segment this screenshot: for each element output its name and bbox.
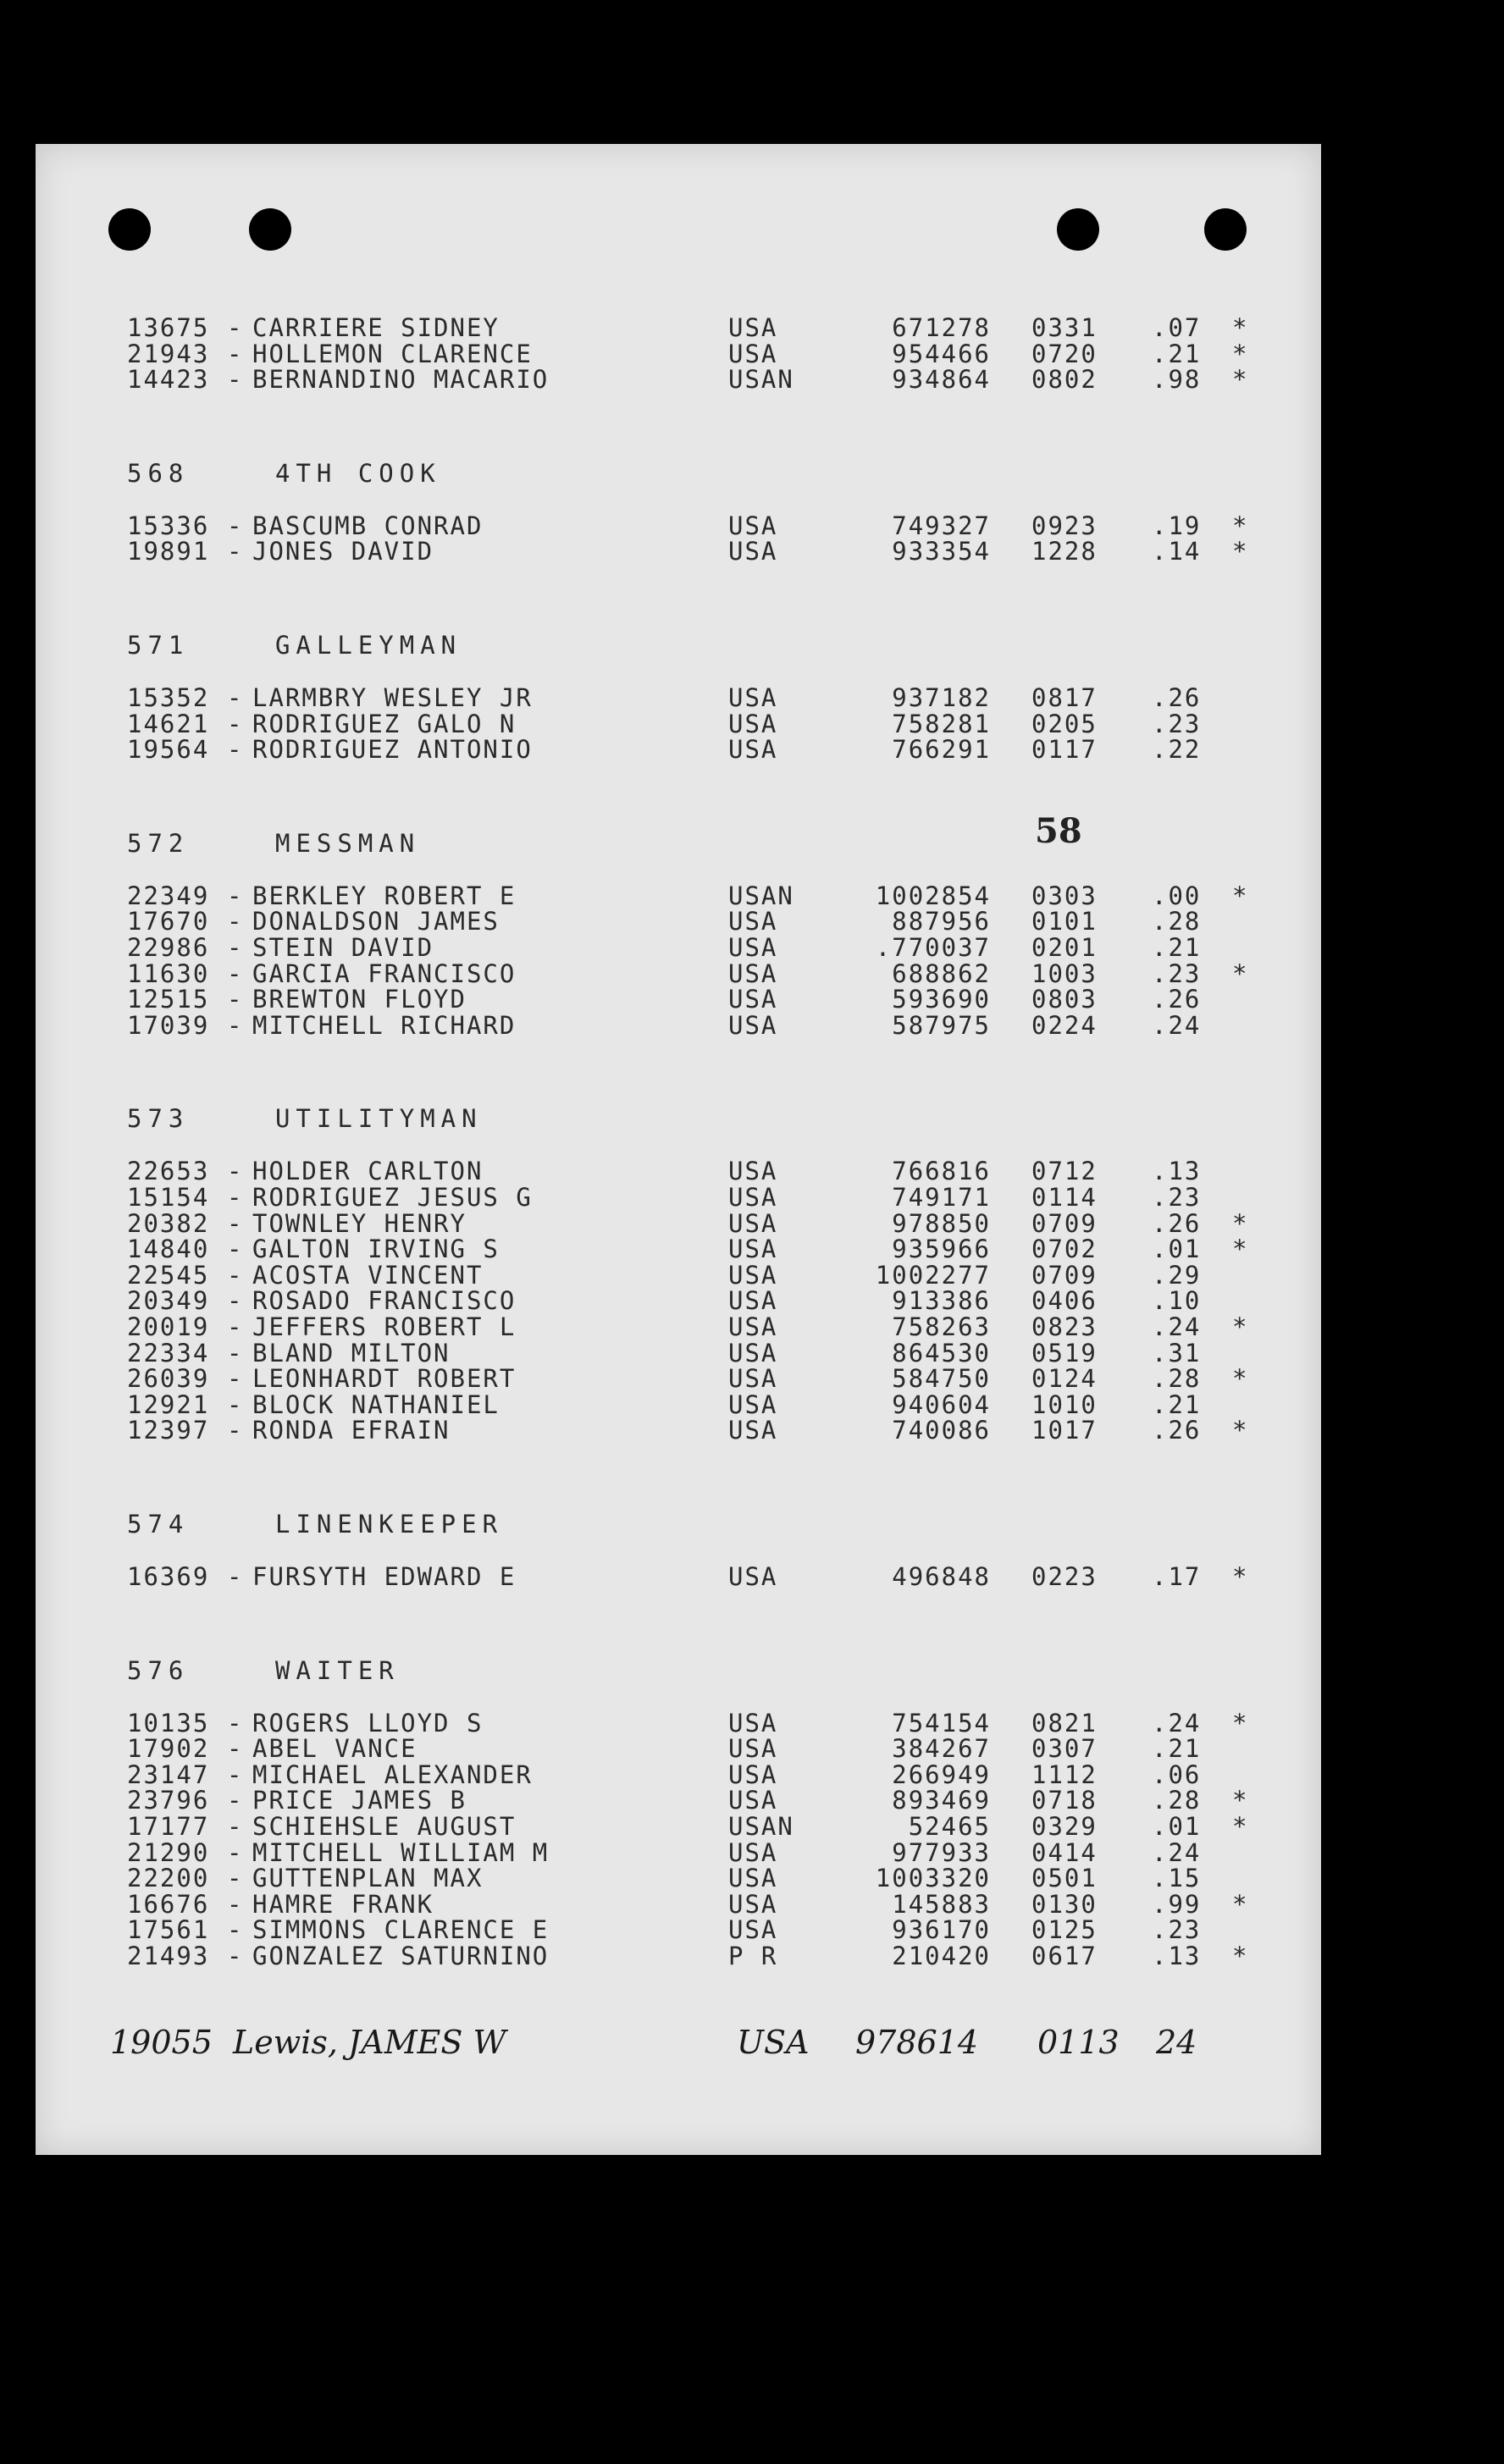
crew-id: 17039 <box>127 1010 210 1040</box>
crew-code: 0224 <box>1031 1010 1098 1040</box>
crew-code: 0617 <box>1031 1942 1098 1970</box>
crew-number: 384267 <box>892 1734 991 1764</box>
crew-rate: .15 <box>1152 1864 1202 1893</box>
crew-name: GUTTENPLAN MAX <box>252 1864 484 1893</box>
crew-nationality: USA <box>728 959 778 988</box>
crew-nationality: USA <box>728 1208 778 1238</box>
crew-code: 0817 <box>1031 683 1098 712</box>
crew-rate: .23 <box>1152 1183 1202 1212</box>
crew-nationality: USAN <box>728 1812 794 1841</box>
crew-id: 20349 <box>127 1286 210 1316</box>
crew-number: 766291 <box>892 735 991 765</box>
crew-code: 0114 <box>1031 1183 1098 1212</box>
crew-nationality: USA <box>728 1312 778 1341</box>
crew-number: 887956 <box>892 907 991 936</box>
crew-id: 20019 <box>127 1312 210 1341</box>
crew-name: RODRIGUEZ ANTONIO <box>252 735 533 765</box>
crew-id: 12515 <box>127 985 210 1014</box>
crew-rate: .19 <box>1152 511 1202 540</box>
crew-nationality: USA <box>728 1915 778 1945</box>
crew-number: 936170 <box>892 1915 991 1945</box>
crew-rate: .01 <box>1152 1235 1202 1264</box>
crew-number: 954466 <box>892 339 991 368</box>
crew-nationality: USA <box>728 1562 778 1591</box>
crew-id: 19564 <box>127 735 210 765</box>
crew-name: LARMBRY WESLEY JR <box>252 683 533 712</box>
section-number: 573 <box>127 1104 190 1134</box>
crew-id: 14423 <box>127 365 210 395</box>
crew-code: 0802 <box>1031 365 1098 395</box>
crew-name: MITCHELL WILLIAM M <box>252 1837 550 1867</box>
crew-code: 0331 <box>1031 313 1098 342</box>
crew-code: 0519 <box>1031 1338 1098 1367</box>
crew-id: 22334 <box>127 1338 210 1367</box>
crew-id: 13675 <box>127 313 210 342</box>
crew-rate: .22 <box>1152 735 1202 765</box>
crew-id: 11630 <box>127 959 210 988</box>
crew-id: 14840 <box>127 1235 210 1264</box>
id-separator: - <box>227 1416 244 1445</box>
id-separator: - <box>227 709 244 738</box>
punch-hole <box>1204 208 1247 251</box>
crew-code: 1228 <box>1031 537 1098 566</box>
section-title: GALLEYMAN <box>275 631 462 660</box>
punch-hole <box>108 208 151 251</box>
crew-rate: .98 <box>1152 365 1202 395</box>
crew-nationality: USA <box>728 339 778 368</box>
crew-mark: * <box>1232 1208 1249 1238</box>
crew-name: BERNANDINO MACARIO <box>252 365 550 395</box>
crew-id: 16676 <box>127 1889 210 1919</box>
crew-number: 671278 <box>892 313 991 342</box>
crew-name: TOWNLEY HENRY <box>252 1208 467 1238</box>
section-number: 572 <box>127 828 190 858</box>
crew-code: 1017 <box>1031 1416 1098 1445</box>
crew-name: MITCHELL RICHARD <box>252 1010 517 1040</box>
crew-mark: * <box>1232 511 1249 540</box>
crew-code: 0329 <box>1031 1812 1098 1841</box>
crew-number: 766816 <box>892 1157 991 1186</box>
crew-nationality: USA <box>728 511 778 540</box>
crew-name: GALTON IRVING S <box>252 1235 500 1264</box>
id-separator: - <box>227 1786 244 1815</box>
id-separator: - <box>227 1562 244 1591</box>
crew-number: 1002277 <box>875 1260 991 1290</box>
crew-code: 1010 <box>1031 1389 1098 1419</box>
crew-rate: .26 <box>1152 683 1202 712</box>
crew-nationality: USA <box>728 907 778 936</box>
crew-code: 0923 <box>1031 511 1098 540</box>
id-separator: - <box>227 881 244 910</box>
crew-rate: .31 <box>1152 1338 1202 1367</box>
crew-number: 864530 <box>892 1338 991 1367</box>
crew-number: 1003320 <box>875 1864 991 1893</box>
crew-number: 266949 <box>892 1760 991 1789</box>
crew-code: 0117 <box>1031 735 1098 765</box>
crew-rate: .29 <box>1152 1260 1202 1290</box>
crew-code: 0414 <box>1031 1837 1098 1867</box>
crew-nationality: USA <box>728 1760 778 1789</box>
id-separator: - <box>227 1208 244 1238</box>
id-separator: - <box>227 1260 244 1290</box>
punch-hole <box>249 208 291 251</box>
crew-id: 15154 <box>127 1183 210 1212</box>
crew-nationality: USA <box>728 1734 778 1764</box>
crew-rate: .24 <box>1152 1010 1202 1040</box>
crew-name: BREWTON FLOYD <box>252 985 467 1014</box>
crew-number: 740086 <box>892 1416 991 1445</box>
crew-name: HAMRE FRANK <box>252 1889 434 1919</box>
crew-id: 17177 <box>127 1812 210 1841</box>
crew-code: 1112 <box>1031 1760 1098 1789</box>
crew-code: 0406 <box>1031 1286 1098 1316</box>
crew-code: 0823 <box>1031 1312 1098 1341</box>
crew-name: CARRIERE SIDNEY <box>252 313 500 342</box>
crew-nationality: USA <box>728 933 778 962</box>
id-separator: - <box>227 313 244 342</box>
crew-rate: .26 <box>1152 1416 1202 1445</box>
id-separator: - <box>227 1734 244 1764</box>
id-separator: - <box>227 1837 244 1867</box>
crew-code: 0130 <box>1031 1889 1098 1919</box>
id-separator: - <box>227 683 244 712</box>
crew-id: 23796 <box>127 1786 210 1815</box>
crew-mark: * <box>1232 1812 1249 1841</box>
section-title: WAITER <box>275 1655 400 1685</box>
crew-rate: .24 <box>1152 1708 1202 1738</box>
crew-number: 758263 <box>892 1312 991 1341</box>
crew-nationality: USA <box>728 1416 778 1445</box>
crew-nationality: USAN <box>728 365 794 395</box>
crew-mark: * <box>1232 537 1249 566</box>
crew-code: 0124 <box>1031 1364 1098 1394</box>
crew-code: 0223 <box>1031 1562 1098 1591</box>
crew-name: JONES DAVID <box>252 537 434 566</box>
crew-code: 0125 <box>1031 1915 1098 1945</box>
crew-nationality: USA <box>728 1389 778 1419</box>
id-separator: - <box>227 1864 244 1893</box>
section-title: LINENKEEPER <box>275 1510 504 1539</box>
crew-nationality: USA <box>728 735 778 765</box>
crew-number: 978850 <box>892 1208 991 1238</box>
id-separator: - <box>227 1157 244 1186</box>
id-separator: - <box>227 1389 244 1419</box>
crew-mark: * <box>1232 1416 1249 1445</box>
crew-name: FURSYTH EDWARD E <box>252 1562 517 1591</box>
crew-number: 758281 <box>892 709 991 738</box>
crew-number: 749327 <box>892 511 991 540</box>
crew-number: 893469 <box>892 1786 991 1815</box>
crew-name: BASCUMB CONRAD <box>252 511 484 540</box>
crew-id: 22653 <box>127 1157 210 1186</box>
crew-name: BERKLEY ROBERT E <box>252 881 517 910</box>
crew-code: 0702 <box>1031 1235 1098 1264</box>
crew-rate: .06 <box>1152 1760 1202 1789</box>
id-separator: - <box>227 1812 244 1841</box>
crew-number: 934864 <box>892 365 991 395</box>
crew-id: 12397 <box>127 1416 210 1445</box>
crew-mark: * <box>1232 313 1249 342</box>
crew-rate: .14 <box>1152 537 1202 566</box>
crew-name: ABEL VANCE <box>252 1734 417 1764</box>
crew-rate: .07 <box>1152 313 1202 342</box>
handwritten-name: Lewis, JAMES W <box>233 2024 506 2061</box>
crew-code: 0709 <box>1031 1260 1098 1290</box>
id-separator: - <box>227 735 244 765</box>
crew-nationality: USA <box>728 1708 778 1738</box>
crew-rate: .10 <box>1152 1286 1202 1316</box>
crew-rate: .17 <box>1152 1562 1202 1591</box>
crew-nationality: USA <box>728 1364 778 1394</box>
crew-rate: .21 <box>1152 339 1202 368</box>
crew-mark: * <box>1232 1942 1249 1970</box>
crew-name: BLOCK NATHANIEL <box>252 1389 500 1419</box>
section-number: 571 <box>127 631 190 660</box>
crew-name: HOLLEMON CLARENCE <box>252 339 533 368</box>
crew-nationality: USA <box>728 537 778 566</box>
crew-rate: .13 <box>1152 1942 1202 1970</box>
crew-mark: * <box>1232 339 1249 368</box>
crew-rate: .24 <box>1152 1837 1202 1867</box>
crew-rate: .01 <box>1152 1812 1202 1841</box>
crew-name: RODRIGUEZ GALO N <box>252 709 517 738</box>
section-title: 4TH COOK <box>275 458 441 488</box>
crew-id: 22349 <box>127 881 210 910</box>
id-separator: - <box>227 339 244 368</box>
crew-number: 754154 <box>892 1708 991 1738</box>
crew-mark: * <box>1232 1562 1249 1591</box>
crew-code: 0718 <box>1031 1786 1098 1815</box>
crew-mark: * <box>1232 1312 1249 1341</box>
section-number: 574 <box>127 1510 190 1539</box>
crew-name: DONALDSON JAMES <box>252 907 500 936</box>
crew-id: 16369 <box>127 1562 210 1591</box>
crew-rate: .26 <box>1152 1208 1202 1238</box>
crew-code: 0205 <box>1031 709 1098 738</box>
id-separator: - <box>227 933 244 962</box>
crew-nationality: USA <box>728 1235 778 1264</box>
id-separator: - <box>227 1338 244 1367</box>
handwritten-code: 0113 <box>1037 2024 1120 2061</box>
crew-id: 21943 <box>127 339 210 368</box>
crew-name: PRICE JAMES B <box>252 1786 467 1815</box>
crew-nationality: P R <box>728 1942 778 1970</box>
crew-mark: * <box>1232 365 1249 395</box>
crew-name: RONDA EFRAIN <box>252 1416 451 1445</box>
crew-mark: * <box>1232 1708 1249 1738</box>
crew-nationality: USA <box>728 1157 778 1186</box>
crew-id: 22200 <box>127 1864 210 1893</box>
crew-id: 15352 <box>127 683 210 712</box>
crew-name: RODRIGUEZ JESUS G <box>252 1183 533 1212</box>
crew-mark: * <box>1232 881 1249 910</box>
crew-nationality: USA <box>728 985 778 1014</box>
crew-rate: .23 <box>1152 959 1202 988</box>
crew-id: 19891 <box>127 537 210 566</box>
crew-rate: .24 <box>1152 1312 1202 1341</box>
crew-code: 0803 <box>1031 985 1098 1014</box>
handwritten-number: 978614 <box>855 2024 979 2061</box>
crew-number: 977933 <box>892 1837 991 1867</box>
crew-nationality: USA <box>728 683 778 712</box>
crew-nationality: USAN <box>728 881 794 910</box>
crew-number: 937182 <box>892 683 991 712</box>
handwritten-entry <box>110 2024 1211 2075</box>
id-separator: - <box>227 1889 244 1919</box>
id-separator: - <box>227 1760 244 1789</box>
crew-number: 587975 <box>892 1010 991 1040</box>
crew-name: HOLDER CARLTON <box>252 1157 484 1186</box>
crew-nationality: USA <box>728 1183 778 1212</box>
crew-code: 0303 <box>1031 881 1098 910</box>
crew-rate: .21 <box>1152 1734 1202 1764</box>
crew-name: STEIN DAVID <box>252 933 434 962</box>
crew-name: SIMMONS CLARENCE E <box>252 1915 550 1945</box>
section-number: 568 <box>127 458 190 488</box>
handwritten-nationality: USA <box>737 2024 810 2061</box>
crew-nationality: USA <box>728 1889 778 1919</box>
id-separator: - <box>227 537 244 566</box>
crew-rate: .28 <box>1152 907 1202 936</box>
crew-mark: * <box>1232 1235 1249 1264</box>
crew-nationality: USA <box>728 1338 778 1367</box>
crew-rate: .99 <box>1152 1889 1202 1919</box>
crew-id: 10135 <box>127 1708 210 1738</box>
crew-rate: .13 <box>1152 1157 1202 1186</box>
crew-code: 0101 <box>1031 907 1098 936</box>
crew-id: 23147 <box>127 1760 210 1789</box>
crew-number: 933354 <box>892 537 991 566</box>
crew-id: 22545 <box>127 1260 210 1290</box>
id-separator: - <box>227 907 244 936</box>
crew-name: ACOSTA VINCENT <box>252 1260 484 1290</box>
crew-rate: .23 <box>1152 1915 1202 1945</box>
crew-name: BLAND MILTON <box>252 1338 451 1367</box>
crew-mark: * <box>1232 959 1249 988</box>
crew-number: .770037 <box>875 933 991 962</box>
crew-name: GARCIA FRANCISCO <box>252 959 517 988</box>
crew-name: ROGERS LLOYD S <box>252 1708 484 1738</box>
crew-nationality: USA <box>728 313 778 342</box>
id-separator: - <box>227 511 244 540</box>
crew-rate: .21 <box>1152 933 1202 962</box>
id-separator: - <box>227 985 244 1014</box>
id-separator: - <box>227 1708 244 1738</box>
id-separator: - <box>227 1312 244 1341</box>
id-separator: - <box>227 1010 244 1040</box>
crew-rate: .28 <box>1152 1364 1202 1394</box>
crew-code: 0307 <box>1031 1734 1098 1764</box>
crew-id: 17670 <box>127 907 210 936</box>
handwritten-rate: 24 <box>1156 2024 1197 2061</box>
crew-number: 145883 <box>892 1889 991 1919</box>
crew-id: 17561 <box>127 1915 210 1945</box>
crew-code: 0712 <box>1031 1157 1098 1186</box>
crew-name: LEONHARDT ROBERT <box>252 1364 517 1394</box>
crew-id: 15336 <box>127 511 210 540</box>
crew-name: MICHAEL ALEXANDER <box>252 1760 533 1789</box>
crew-nationality: USA <box>728 709 778 738</box>
handwritten-id: 19055 <box>110 2024 213 2061</box>
id-separator: - <box>227 1183 244 1212</box>
section-number: 576 <box>127 1655 190 1685</box>
crew-mark: * <box>1232 1786 1249 1815</box>
crew-name: ROSADO FRANCISCO <box>252 1286 517 1316</box>
crew-number: 1002854 <box>875 881 991 910</box>
crew-code: 0821 <box>1031 1708 1098 1738</box>
crew-number: 749171 <box>892 1183 991 1212</box>
id-separator: - <box>227 1235 244 1264</box>
crew-number: 52465 <box>908 1812 991 1841</box>
crew-id: 12921 <box>127 1389 210 1419</box>
crew-code: 0720 <box>1031 339 1098 368</box>
crew-id: 20382 <box>127 1208 210 1238</box>
id-separator: - <box>227 959 244 988</box>
crew-nationality: USA <box>728 1286 778 1316</box>
crew-id: 22986 <box>127 933 210 962</box>
crew-nationality: USA <box>728 1864 778 1893</box>
crew-nationality: USA <box>728 1786 778 1815</box>
page-number: 58 <box>1035 811 1082 851</box>
id-separator: - <box>227 1942 244 1970</box>
crew-rate: .23 <box>1152 709 1202 738</box>
punch-hole <box>1057 208 1099 251</box>
id-separator: - <box>227 365 244 395</box>
id-separator: - <box>227 1286 244 1316</box>
crew-id: 21290 <box>127 1837 210 1867</box>
crew-number: 913386 <box>892 1286 991 1316</box>
crew-code: 0709 <box>1031 1208 1098 1238</box>
id-separator: - <box>227 1364 244 1394</box>
crew-number: 688862 <box>892 959 991 988</box>
crew-mark: * <box>1232 1364 1249 1394</box>
id-separator: - <box>227 1915 244 1945</box>
crew-name: SCHIEHSLE AUGUST <box>252 1812 517 1841</box>
crew-mark: * <box>1232 1889 1249 1919</box>
crew-number: 584750 <box>892 1364 991 1394</box>
crew-number: 593690 <box>892 985 991 1014</box>
crew-name: GONZALEZ SATURNINO <box>252 1942 550 1970</box>
crew-number: 935966 <box>892 1235 991 1264</box>
crew-number: 496848 <box>892 1562 991 1591</box>
crew-rate: .28 <box>1152 1786 1202 1815</box>
section-title: UTILITYMAN <box>275 1104 483 1134</box>
crew-id: 26039 <box>127 1364 210 1394</box>
crew-rate: .26 <box>1152 985 1202 1014</box>
crew-id: 17902 <box>127 1734 210 1764</box>
crew-code: 0501 <box>1031 1864 1098 1893</box>
crew-rate: .00 <box>1152 881 1202 910</box>
section-title: MESSMAN <box>275 828 421 858</box>
crew-number: 210420 <box>892 1942 991 1970</box>
crew-id: 14621 <box>127 709 210 738</box>
crew-name: JEFFERS ROBERT L <box>252 1312 517 1341</box>
crew-code: 1003 <box>1031 959 1098 988</box>
crew-number: 940604 <box>892 1389 991 1419</box>
crew-code: 0201 <box>1031 933 1098 962</box>
crew-nationality: USA <box>728 1837 778 1867</box>
crew-nationality: USA <box>728 1260 778 1290</box>
crew-rate: .21 <box>1152 1389 1202 1419</box>
crew-id: 21493 <box>127 1942 210 1970</box>
crew-nationality: USA <box>728 1010 778 1040</box>
